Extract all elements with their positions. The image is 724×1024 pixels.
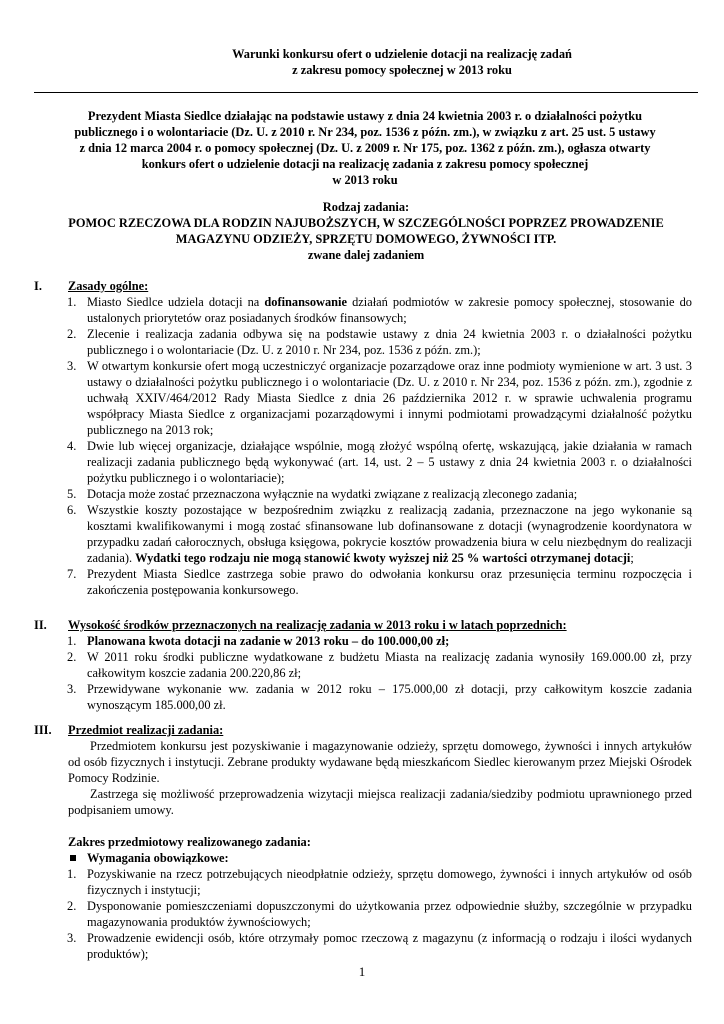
section-general-rules xyxy=(34,278,692,598)
list-item: 2. Dysponowanie pomieszczeniami dopuszczonymi do użytkowania przez odpowiednie służby, szczególnie w przypadku magazynowania produktów żywnościowych; xyxy=(67,899,692,929)
list-item: 3. Prowadzenie ewidencji osób, które otrzymały pomoc rzeczową z magazynu (z informacją o rodzaju i ilości wydanych produktów); xyxy=(67,931,692,961)
list-item: 3. W otwartym konkursie ofert mogą uczestniczyć organizacje pozarządowe oraz inne podmioty wymienione w art. 3 ust. 3 ustawy o działalności pożytku publicznego i o wolontariacie (Dz. U. z 2010 r. Nr 234, poz. 1536 z późn. zm.), zgodnie z uchwałą XXIV/464/2012 Rady Miasta Siedlce z dnia 26 października 2012 r. w sprawie uchwalenia programu współpracy Miasta Siedlce z organizacjami pozarządowymi i innymi podmiotami prowadzącymi działalność pożytku publicznego na 2013 rok; xyxy=(67,359,692,437)
requirements-list xyxy=(34,866,692,962)
task-label: Rodzaj zadania: xyxy=(322,200,410,214)
intro-line-3: z dnia 12 marca 2004 r. o pomocy społecznej (Dz. U. z 2009 r. Nr 175, poz. 1362 z późn. zm.), ogłasza otwarty xyxy=(79,141,651,155)
header-line-1: Warunki konkursu ofert o udzielenie dotacji na realizację zadań xyxy=(232,47,572,61)
requirements-label: Wymagania obowiązkowe: xyxy=(87,851,229,865)
intro-line-5: w 2013 roku xyxy=(332,173,398,187)
list-item: 7. Prezydent Miasta Siedlce zastrzega sobie prawo do odwołania konkursu oraz przesunięcia terminu rozpoczęcia i zakończenia postępowania konkursowego. xyxy=(67,567,692,597)
intro-paragraph xyxy=(40,108,690,188)
task-name-line-2: MAGAZYNU ODZIEŻY, SPRZĘTU DOMOWEGO, ŻYWNOŚCI ITP. xyxy=(175,232,557,246)
task-name-line-1: POMOC RZECZOWA DLA RODZIN NAJUBOŻSZYCH, W SZCZEGÓLNOŚCI POPRZEZ PROWADZENIE xyxy=(68,216,664,230)
section-heading xyxy=(34,278,692,294)
header-rule xyxy=(34,92,698,93)
funds-list xyxy=(34,633,692,713)
section-title: Wysokość środków przeznaczonych na realizację zadania w 2013 roku i w latach poprzednich: xyxy=(68,618,567,632)
section-heading xyxy=(34,617,692,633)
list-item: 1. Miasto Siedlce udziela dotacji na dofinansowanie działań podmiotów w zakresie pomocy społecznej, stosowanie do ustalonych priorytetów oraz posiadanych środków finansowych; xyxy=(67,295,692,325)
rules-list xyxy=(34,294,692,598)
section-title: Zasady ogólne: xyxy=(68,279,149,293)
section-number: II. xyxy=(34,618,47,632)
intro-line-4: konkurs ofert o udzielenie dotacji na realizację zadania z zakresu pomocy społecznej xyxy=(141,157,589,171)
section-heading xyxy=(34,722,692,738)
subject-paragraph: Przedmiotem konkursu jest pozyskiwanie i magazynowanie odzieży, sprzętu domowego, żywności i innych artykułów od osób fizycznych i instytucji. Zebrane produkty wydawane będą mieszkańcom Siedlec kierowanym przez Miejski Ośrodek Pomocy Rodzinie. xyxy=(68,739,692,785)
inspection-paragraph: Zastrzega się możliwość przeprowadzenia wizytacji miejsca realizacji zadania/siedziby podmiotu uprawnionego przed podpisaniem umowy. xyxy=(68,787,692,817)
list-item: 5. Dotacja może zostać przeznaczona wyłącznie na wydatki związane z realizacją zleconego zadania; xyxy=(67,487,578,501)
list-item: 1. Pozyskiwanie na rzecz potrzebujących nieodpłatnie odzieży, sprzętu domowego, żywności i innych artykułów od osób fizycznych i instytucji; xyxy=(67,867,692,897)
document-header xyxy=(34,46,698,78)
list-item: 4. Dwie lub więcej organizacje, działające wspólnie, mogą złożyć wspólną ofertę, wskazującą, jakie działania w ramach realizacji zadania publicznego będą wykonywać (art. 14, ust. 2 – 5 ustawy z dnia 24 kwietnia 2003 r. o działalności pożytku publicznego i o wolontariacie); xyxy=(67,439,692,485)
list-item: 1. Planowana kwota dotacji na zadanie w 2013 roku – do 100.000,00 zł; xyxy=(67,634,450,648)
intro-line-1: Prezydent Miasta Siedlce działając na podstawie ustawy z dnia 24 kwietnia 2003 r. o działalności pożytku xyxy=(87,109,643,123)
square-bullet-icon xyxy=(70,855,76,861)
intro-line-2: publicznego i o wolontariacie (Dz. U. z 2010 r. Nr 234, poz. 1536 z późn. zm.), w związku z art. 25 ust. 5 ustawy xyxy=(74,125,656,139)
header-line-2: z zakresu pomocy społecznej w 2013 roku xyxy=(292,63,512,77)
page-number: 1 xyxy=(358,964,366,979)
requirements-bullet xyxy=(34,850,692,866)
task-kind xyxy=(34,199,698,263)
section-funds xyxy=(34,617,692,713)
list-item: 2. W 2011 roku środki publiczne wydatkowane z budżetu Miasta na realizację zadania wynosiły 169.000.00 zł, przy całkowitym koszcie zadania 200.220,86 zł; xyxy=(67,650,692,680)
task-note: zwane dalej zadaniem xyxy=(307,248,425,262)
list-item: 2. Zlecenie i realizacja zadania odbywa się na podstawie ustawy z dnia 24 kwietnia 2003 r. o działalności pożytku publicznego i o wolontariacie (Dz. U. z 2010 r. Nr 234, poz. 1536 z późn. zm.); xyxy=(67,327,692,357)
list-item: 3. Przewidywane wykonanie ww. zadania w 2012 roku – 175.000,00 zł dotacji, przy całkowitym koszcie zadania wynoszącym 185.000,00 zł. xyxy=(67,682,692,712)
section-subject xyxy=(34,722,692,962)
section-number: III. xyxy=(34,723,52,737)
section-number: I. xyxy=(34,279,42,293)
scope-title: Zakres przedmiotowy realizowanego zadania: xyxy=(68,835,311,849)
list-item: 6. Wszystkie koszty pozostające w bezpośrednim związku z realizacją zadania, przeznaczone na jego wykonanie są kosztami kwalifikowanymi i mogą zostać sfinansowane lub dofinansowane z dotacji (wynagrodzenie koordynatora w przypadku zadań całorocznych, obsługa księgowa, pokrycie kosztów prowadzenia biura w celu niezbędnym do realizacji zadania). Wydatki tego rodzaju nie mogą stanowić kwoty wyższej niż 25 % wartości otrzymanej dotacji; xyxy=(67,503,692,565)
section-title: Przedmiot realizacji zadania: xyxy=(68,723,224,737)
